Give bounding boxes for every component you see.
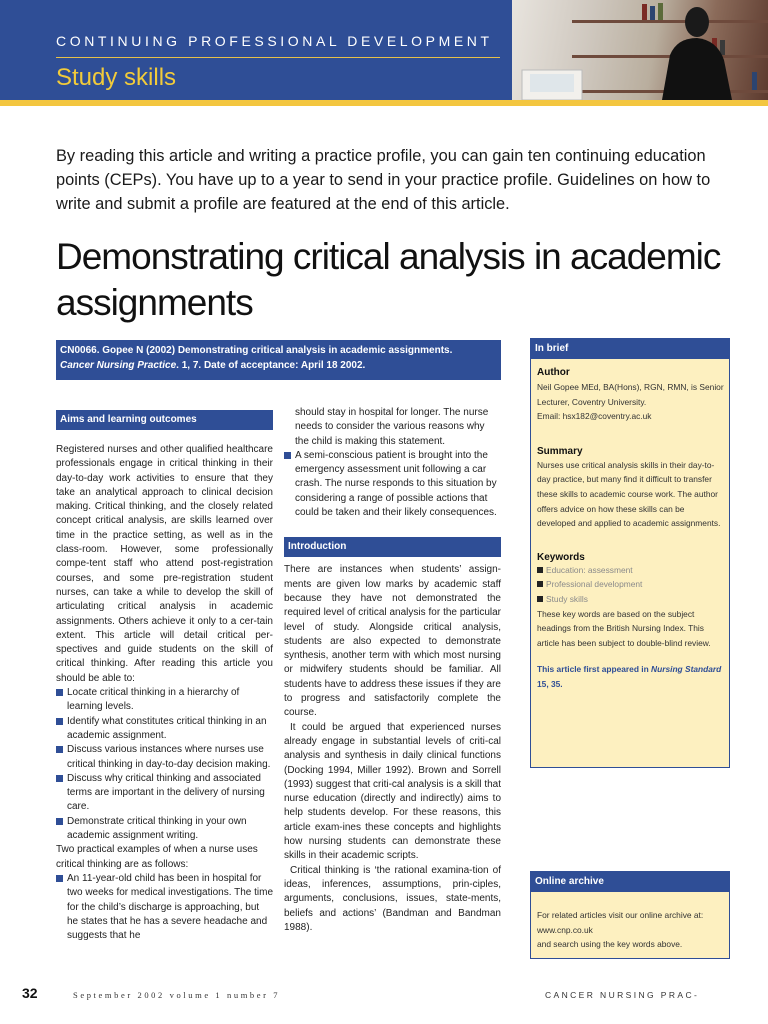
bullet-icon <box>56 689 63 696</box>
article-title <box>56 234 746 326</box>
article-title-line1: Demonstrating critical analysis in academic <box>56 236 721 277</box>
keyword-item: Study skills <box>537 592 725 607</box>
bullet-icon <box>537 581 543 587</box>
introduction-p2: It could be argued that experienced nurses already engage in substantial levels of criti-cal analysis and synthesis in daily clinical functions (Docking 1994, Miller 1992). Brown and Sorrell (1993) suggest that criti-cal analysis is a skill that nurse education (directly and indirectly) aims to help students develop. For these reasons, this article exam-ines these concepts and highlights how nursing students can demonstrate these skills in their academic scripts. <box>284 721 501 862</box>
archive-line1: For related articles visit our online archive at: <box>537 910 704 920</box>
citation-line2 <box>60 358 497 373</box>
masthead-stripe <box>0 100 768 106</box>
bullet-icon <box>56 775 63 782</box>
outcome-item: Demonstrate critical thinking in your own academic assignment writing. <box>56 815 273 844</box>
keyword-item: Professional development <box>537 577 725 592</box>
keyword-item: Education: assessment <box>537 563 725 578</box>
keywords-note: These key words are based on the subject headings from the British Nursing Index. This article has been subject to double-blind review. <box>537 608 711 648</box>
in-brief-heading: In brief <box>531 339 729 359</box>
page-number: 32 <box>22 985 38 1001</box>
article-title-line2: assignments <box>56 282 253 323</box>
aims-paragraph: Registered nurses and other qualified healthcare professionals engage in critical thinking in their day-to-day work activities to ensure that they take an analytical approach to clinical decision making. Critical thinking, and the closely related concept critical analysis, are skills learned over time in the practice setting, as well as in the class-room. However, some professionally compe-tent staff who attend post-registration courses, and some pre-registration student nurses, can take a while to develop the skill of articulating critical analysis in academic assignments. Others achieve it only to a cer-tain extent. This article will detail critical per-spectives and guide students on the skill of critical thinking. After reading this article you should be able to: <box>56 444 273 684</box>
outcome-item: Discuss why critical thinking and associated terms are important in the delivery of nursing care. <box>56 772 273 815</box>
outcome-item: Discuss various instances where nurses use critical thinking in day-to-day decision making. <box>56 743 273 772</box>
section-kicker: CONTINUING PROFESSIONAL DEVELOPMENT <box>56 33 493 49</box>
aims-heading: Aims and learning outcomes <box>56 410 273 430</box>
author-text: Neil Gopee MEd, BA(Hons), RGN, RMN, is Senior Lecturer, Coventry University. <box>537 382 724 407</box>
bullet-icon <box>56 746 63 753</box>
bullet-icon <box>537 567 543 573</box>
citation-rest: . 1, 7. Date of acceptance: April 18 2002. <box>176 360 366 371</box>
column-2 <box>284 406 501 935</box>
bullet-icon <box>284 452 291 459</box>
author-heading: Author <box>537 367 570 378</box>
kicker-rule <box>56 57 500 58</box>
example-item: An 11-year-old child has been in hospital for two weeks for medical investigations. The time for the child’s discharge is approaching, but he states that he has a severe headache and suggests that he <box>56 872 273 943</box>
citation-box <box>56 340 501 380</box>
example-continued: should stay in hospital for longer. The nurse needs to consider the various reasons why the child is making this statement. <box>295 407 489 447</box>
outcome-item: Identify what constitutes critical thinking in an academic assignment. <box>56 715 273 744</box>
introduction-p3: Critical thinking is ‘the rational examina-tion of ideas, inferences, assumptions, prin-ciples, arguments, conclusions, issues, state-ments, beliefs and actions’ (Bandman and Bandman 1988). <box>284 864 501 933</box>
keywords-heading: Keywords <box>537 551 585 563</box>
bullet-icon <box>537 596 543 602</box>
citation-journal: Cancer Nursing Practice <box>60 360 177 371</box>
section-title: Study skills <box>56 64 177 91</box>
archive-line3: and search using the key words above. <box>537 939 683 950</box>
outcome-item: Locate critical thinking in a hierarchy of learning levels. <box>56 686 273 715</box>
bullet-icon <box>56 818 63 825</box>
library-photo <box>512 0 768 100</box>
introduction-heading: Introduction <box>284 537 501 557</box>
citation-line1: CN0066. Gopee N (2002) Demonstrating critical analysis in academic assignments. <box>60 345 453 356</box>
reader-silhouette <box>512 0 768 100</box>
example-item: A semi-conscious patient is brought into the emergency assessment unit following a car crash. The nurse responds to this situation by considering a range of possible actions that could be taken and their likely consequences. <box>284 449 501 520</box>
bullet-icon <box>56 875 63 882</box>
summary-text: Nurses use critical analysis skills in their day-to-day practice, but many find it difficult to transfer these skills to academic course work. The author offers advice on how these skills can be developed and applied to academic assignments. <box>537 459 721 529</box>
bullet-icon <box>56 718 63 725</box>
in-brief-content <box>537 367 725 692</box>
online-archive-heading: Online archive <box>531 872 729 892</box>
cep-intro: By reading this article and writing a practice profile, you can gain ten continuing education points (CEPs). You have up to a year to send in your practice profile. Guidelines on how to write and submit a profile are featured at the end of this article. <box>56 147 711 213</box>
introduction-p1: There are instances when students’ assign-ments are given low marks by academic staff because they have not demonstrated the required level of critical analysis for the particular level of study. Alongside critical analysis, students are also expected to demonstrate synthesis, another term with which most nursing or midwifery students should be familiar. All students have to address these issues if they are to progress and satisfactorily complete the course. <box>284 564 501 719</box>
summary-heading: Summary <box>537 445 583 457</box>
issue-info: September 2002 volume 1 number 7 <box>73 990 281 1000</box>
examples-intro: Two practical examples of when a nurse uses critical thinking are as follows: <box>56 844 258 870</box>
masthead <box>0 0 768 100</box>
author-email: Email: hsx182@coventry.ac.uk <box>537 411 652 422</box>
archive-url[interactable]: www.cnp.co.uk <box>537 924 593 935</box>
journal-name: CANCER NURSING PRAC- <box>545 990 700 1000</box>
first-appeared-note: This article first appeared in Nursing Standard 15, 35. <box>537 664 722 689</box>
online-archive-content <box>537 908 725 952</box>
column-1 <box>56 410 273 943</box>
